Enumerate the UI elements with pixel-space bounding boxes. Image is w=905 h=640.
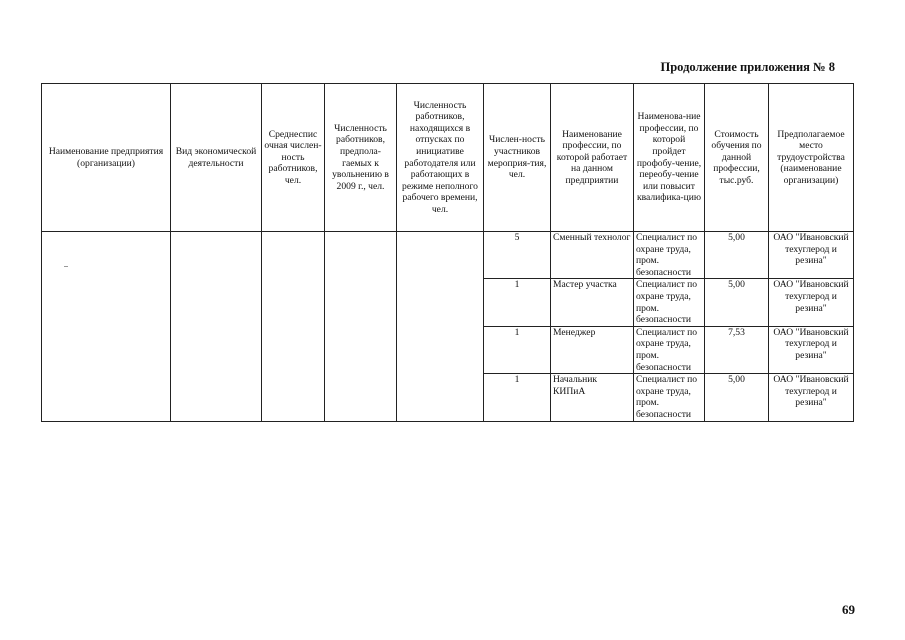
cell-profession: Мастер участка bbox=[551, 279, 634, 326]
cell-profession: Менеджер bbox=[551, 326, 634, 373]
cell-participants: 1 bbox=[484, 374, 551, 421]
header-participants: Числен-ность участников мероприя-тия, чел. bbox=[484, 84, 551, 232]
cell-participants: 1 bbox=[484, 279, 551, 326]
cell-activity bbox=[171, 232, 262, 422]
cell-cost: 5,00 bbox=[705, 279, 769, 326]
cell-layoffs bbox=[325, 232, 397, 422]
header-training-cost: Стоимость обучения по данной профессии, тыс.руб. bbox=[705, 84, 769, 232]
header-row bbox=[42, 84, 854, 232]
header-avg-headcount: Среднеспис очная числен-ность работников, чел. bbox=[262, 84, 325, 232]
cell-training: Специалист по охране труда, пром. безопасности bbox=[634, 232, 705, 279]
cell-employer: ОАО "Ивановский техуглерод и резина" bbox=[769, 279, 854, 326]
training-table bbox=[41, 83, 854, 422]
header-layoffs: Численность работников, предпола-гаемых к увольнению в 2009 г., чел. bbox=[325, 84, 397, 232]
header-enterprise: Наименование предприятия (организации) bbox=[42, 84, 171, 232]
cell-employer: ОАО "Ивановский техуглерод и резина" bbox=[769, 326, 854, 373]
appendix-heading: Продолжение приложения № 8 bbox=[660, 60, 835, 74]
cell-cost: 5,00 bbox=[705, 232, 769, 279]
cell-participants: 5 bbox=[484, 232, 551, 279]
cell-employer: ОАО "Ивановский техуглерод и резина" bbox=[769, 232, 854, 279]
header-leave-parttime: Численность работников, находящихся в отпусках по инициативе работодателя или работающих в режиме неполного рабочего времени, чел. bbox=[397, 84, 484, 232]
cell-employer: ОАО "Ивановский техуглерод и резина" bbox=[769, 374, 854, 421]
cell-cost: 7,53 bbox=[705, 326, 769, 373]
page-number: 69 bbox=[842, 602, 855, 617]
header-activity: Вид экономической деятельности bbox=[171, 84, 262, 232]
cell-enterprise bbox=[42, 232, 171, 422]
scan-speck bbox=[64, 266, 68, 267]
table-row bbox=[42, 232, 854, 279]
cell-cost: 5,00 bbox=[705, 374, 769, 421]
cell-training: Специалист по охране труда, пром. безопасности bbox=[634, 374, 705, 421]
cell-participants: 1 bbox=[484, 326, 551, 373]
cell-avg-headcount bbox=[262, 232, 325, 422]
header-training-profession: Наименова-ние профессии, по которой пройдет профобу-чение, переобу-чение или повысит квалифика-цию bbox=[634, 84, 705, 232]
header-future-employer: Предполагаемое место трудоустройства (наименование организации) bbox=[769, 84, 854, 232]
cell-training: Специалист по охране труда, пром. безопасности bbox=[634, 326, 705, 373]
header-current-profession: Наименование профессии, по которой работает на данном предприятии bbox=[551, 84, 634, 232]
cell-profession: Начальник КИПиА bbox=[551, 374, 634, 421]
cell-training: Специалист по охране труда, пром. безопасности bbox=[634, 279, 705, 326]
cell-leave-parttime bbox=[397, 232, 484, 422]
cell-profession: Сменный технолог bbox=[551, 232, 634, 279]
